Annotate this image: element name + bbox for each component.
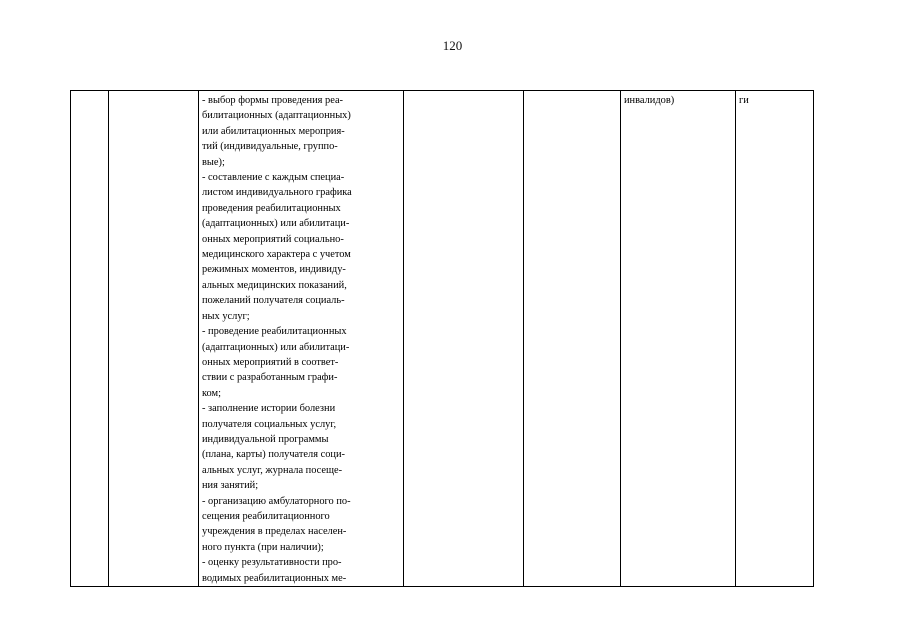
description-line: альных медицинских показаний, xyxy=(202,279,347,291)
description-line: (адаптационных) или абилитаци- xyxy=(202,341,350,353)
page-number: 120 xyxy=(442,38,463,53)
description-line: листом индивидуального графика xyxy=(202,187,352,199)
description-line: режимных моментов, индивиду- xyxy=(202,264,346,276)
description-line: индивидуальной программы xyxy=(202,433,329,445)
description-line: - выбор формы проведения реа- xyxy=(202,95,344,106)
description-line: - заполнение истории болезни xyxy=(202,403,336,415)
description-line: медицинского характера с учетом xyxy=(202,249,351,261)
description-line: сещения реабилитационного xyxy=(202,510,330,522)
description-line: (адаптационных) или абилитаци- xyxy=(202,218,350,230)
cell-col6: инвалидов) xyxy=(621,91,736,587)
description-line: ком; xyxy=(202,387,221,399)
description-line: билитационных (адаптационных) xyxy=(202,110,351,122)
description-line: учреждения в пределах населен- xyxy=(202,526,347,538)
description-line: ного пункта (при наличии); xyxy=(202,541,324,553)
description-line: - оценку результативности про- xyxy=(202,557,342,569)
description-line: - организацию амбулаторного по- xyxy=(202,495,351,507)
description-line: - проведение реабилитационных xyxy=(202,326,347,338)
description-line: или абилитационных мероприя- xyxy=(202,125,345,137)
description-line: ных услуг; xyxy=(202,310,250,322)
cell-number xyxy=(71,91,109,587)
description-line: ствии с разработанным графи- xyxy=(202,372,338,384)
description-line: тий (индивидуальные, группо- xyxy=(202,141,338,153)
cell-col5 xyxy=(524,91,621,587)
description-line: пожеланий получателя социаль- xyxy=(202,295,345,307)
description-line: - составление с каждым специа- xyxy=(202,172,345,184)
table-row xyxy=(71,91,814,587)
cell-service-name xyxy=(109,91,199,587)
description-line: проведения реабилитационных xyxy=(202,202,341,214)
cell-service-description xyxy=(199,91,404,587)
cell-col7: ги xyxy=(736,91,814,587)
cell-col4 xyxy=(404,91,524,587)
description-line: получателя социальных услуг, xyxy=(202,418,337,430)
description-line: (плана, карты) получателя соци- xyxy=(202,449,345,461)
description-line: вые); xyxy=(202,156,225,168)
services-table xyxy=(70,90,814,587)
description-line: ния занятий; xyxy=(202,480,259,492)
description-line: водимых реабилитационных ме- xyxy=(202,572,347,584)
description-line: онных мероприятий в соответ- xyxy=(202,356,339,368)
description-line: онных мероприятий социально- xyxy=(202,233,344,245)
description-line: альных услуг, журнала посеще- xyxy=(202,464,343,476)
